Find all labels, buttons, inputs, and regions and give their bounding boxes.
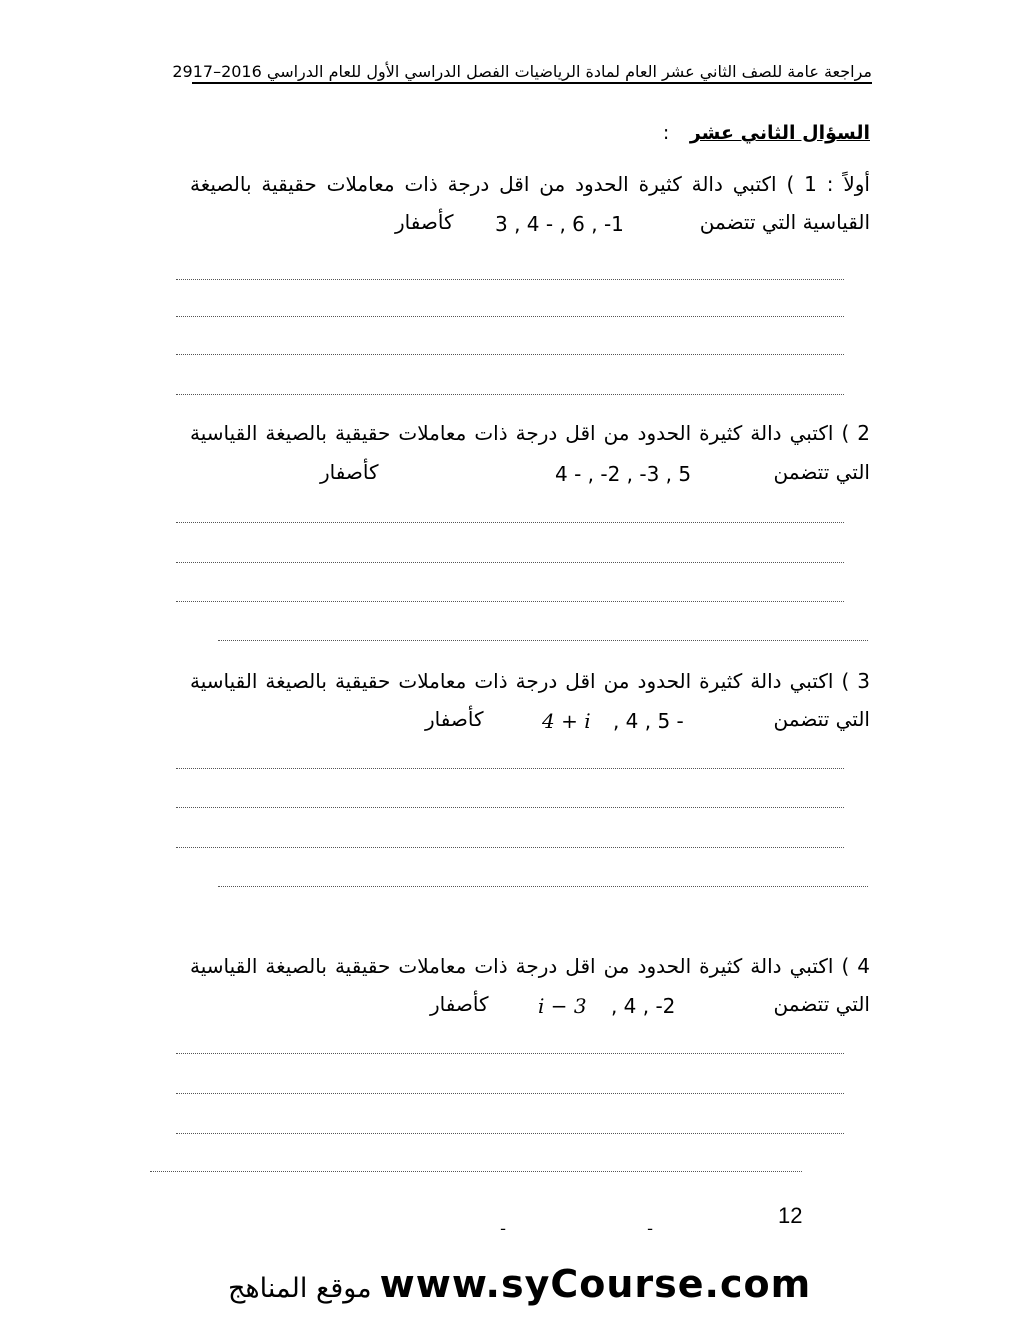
q3-line2: التي تتضمن [773, 707, 870, 731]
answer-line [218, 886, 868, 887]
answer-line [176, 354, 844, 355]
page-number: 12 [778, 1203, 803, 1228]
q4-zeros-label: كأصفار [430, 992, 489, 1016]
q4-line2: التي تتضمن [773, 992, 870, 1016]
q1-zeros-label: كأصفار [395, 210, 454, 234]
answer-line [176, 316, 844, 317]
answer-line [176, 279, 844, 280]
q4-line1: 4 ) اكتبي دالة كثيرة الحدود من اقل درجة ذات معاملات حقيقية بالصيغة القياسية [190, 954, 870, 978]
answer-line [176, 522, 844, 523]
answer-line [150, 1171, 802, 1172]
answer-line [176, 1093, 844, 1094]
footer-url: www.syCourse.com [379, 1262, 812, 1306]
footer-site-label: موقع المناهج [228, 1273, 372, 1304]
answer-line [176, 601, 844, 602]
page-header: مراجعة عامة للصف الثاني عشر العام لمادة الرياضيات الفصل الدراسي الأول للعام الدراسي 2016–2917 [192, 62, 872, 84]
answer-line [176, 1133, 844, 1134]
answer-line [176, 807, 844, 808]
q1-line1: أولاً : 1 ) اكتبي دالة كثيرة الحدود من اقل درجة ذات معاملات حقيقية بالصيغة [190, 172, 870, 196]
answer-line [176, 562, 844, 563]
answer-line [176, 847, 844, 848]
q1-line2: القياسية التي تتضمن [699, 210, 870, 234]
question-title-text: السؤال الثاني عشر [689, 122, 870, 144]
question-title [663, 122, 870, 144]
answer-line [218, 640, 868, 641]
mark-tick: ـ [501, 1218, 506, 1234]
q2-line2: التي تتضمن [773, 460, 870, 484]
footer-watermark [228, 1262, 811, 1306]
answer-line [176, 394, 844, 395]
question-title-colon: : [662, 122, 670, 144]
q2-zeros: 4 - , -2 , -3 , 5 [555, 462, 692, 486]
q1-zeros: 3 , 4 - , 6 , -1 [495, 212, 624, 236]
q3-line1: 3 ) اكتبي دالة كثيرة الحدود من اقل درجة ذات معاملات حقيقية بالصيغة القياسية [190, 669, 870, 693]
q3-zeros [542, 709, 684, 733]
answer-line [176, 768, 844, 769]
q3-zeros-label: كأصفار [425, 707, 484, 731]
answer-line [176, 1053, 844, 1054]
q3-real-zeros: , 4 , 5 - [612, 709, 684, 733]
q2-line1: 2 ) اكتبي دالة كثيرة الحدود من اقل درجة ذات معاملات حقيقية بالصيغة القياسية [190, 421, 870, 445]
mark-tick: ـ [648, 1218, 653, 1234]
q4-complex-zero: i − 3 [538, 994, 587, 1018]
q2-zeros-label: كأصفار [320, 460, 379, 484]
q3-complex-zero: 4 + i [542, 709, 591, 733]
q4-real-zeros: , 4 , -2 [610, 994, 676, 1018]
q4-zeros [538, 994, 675, 1018]
